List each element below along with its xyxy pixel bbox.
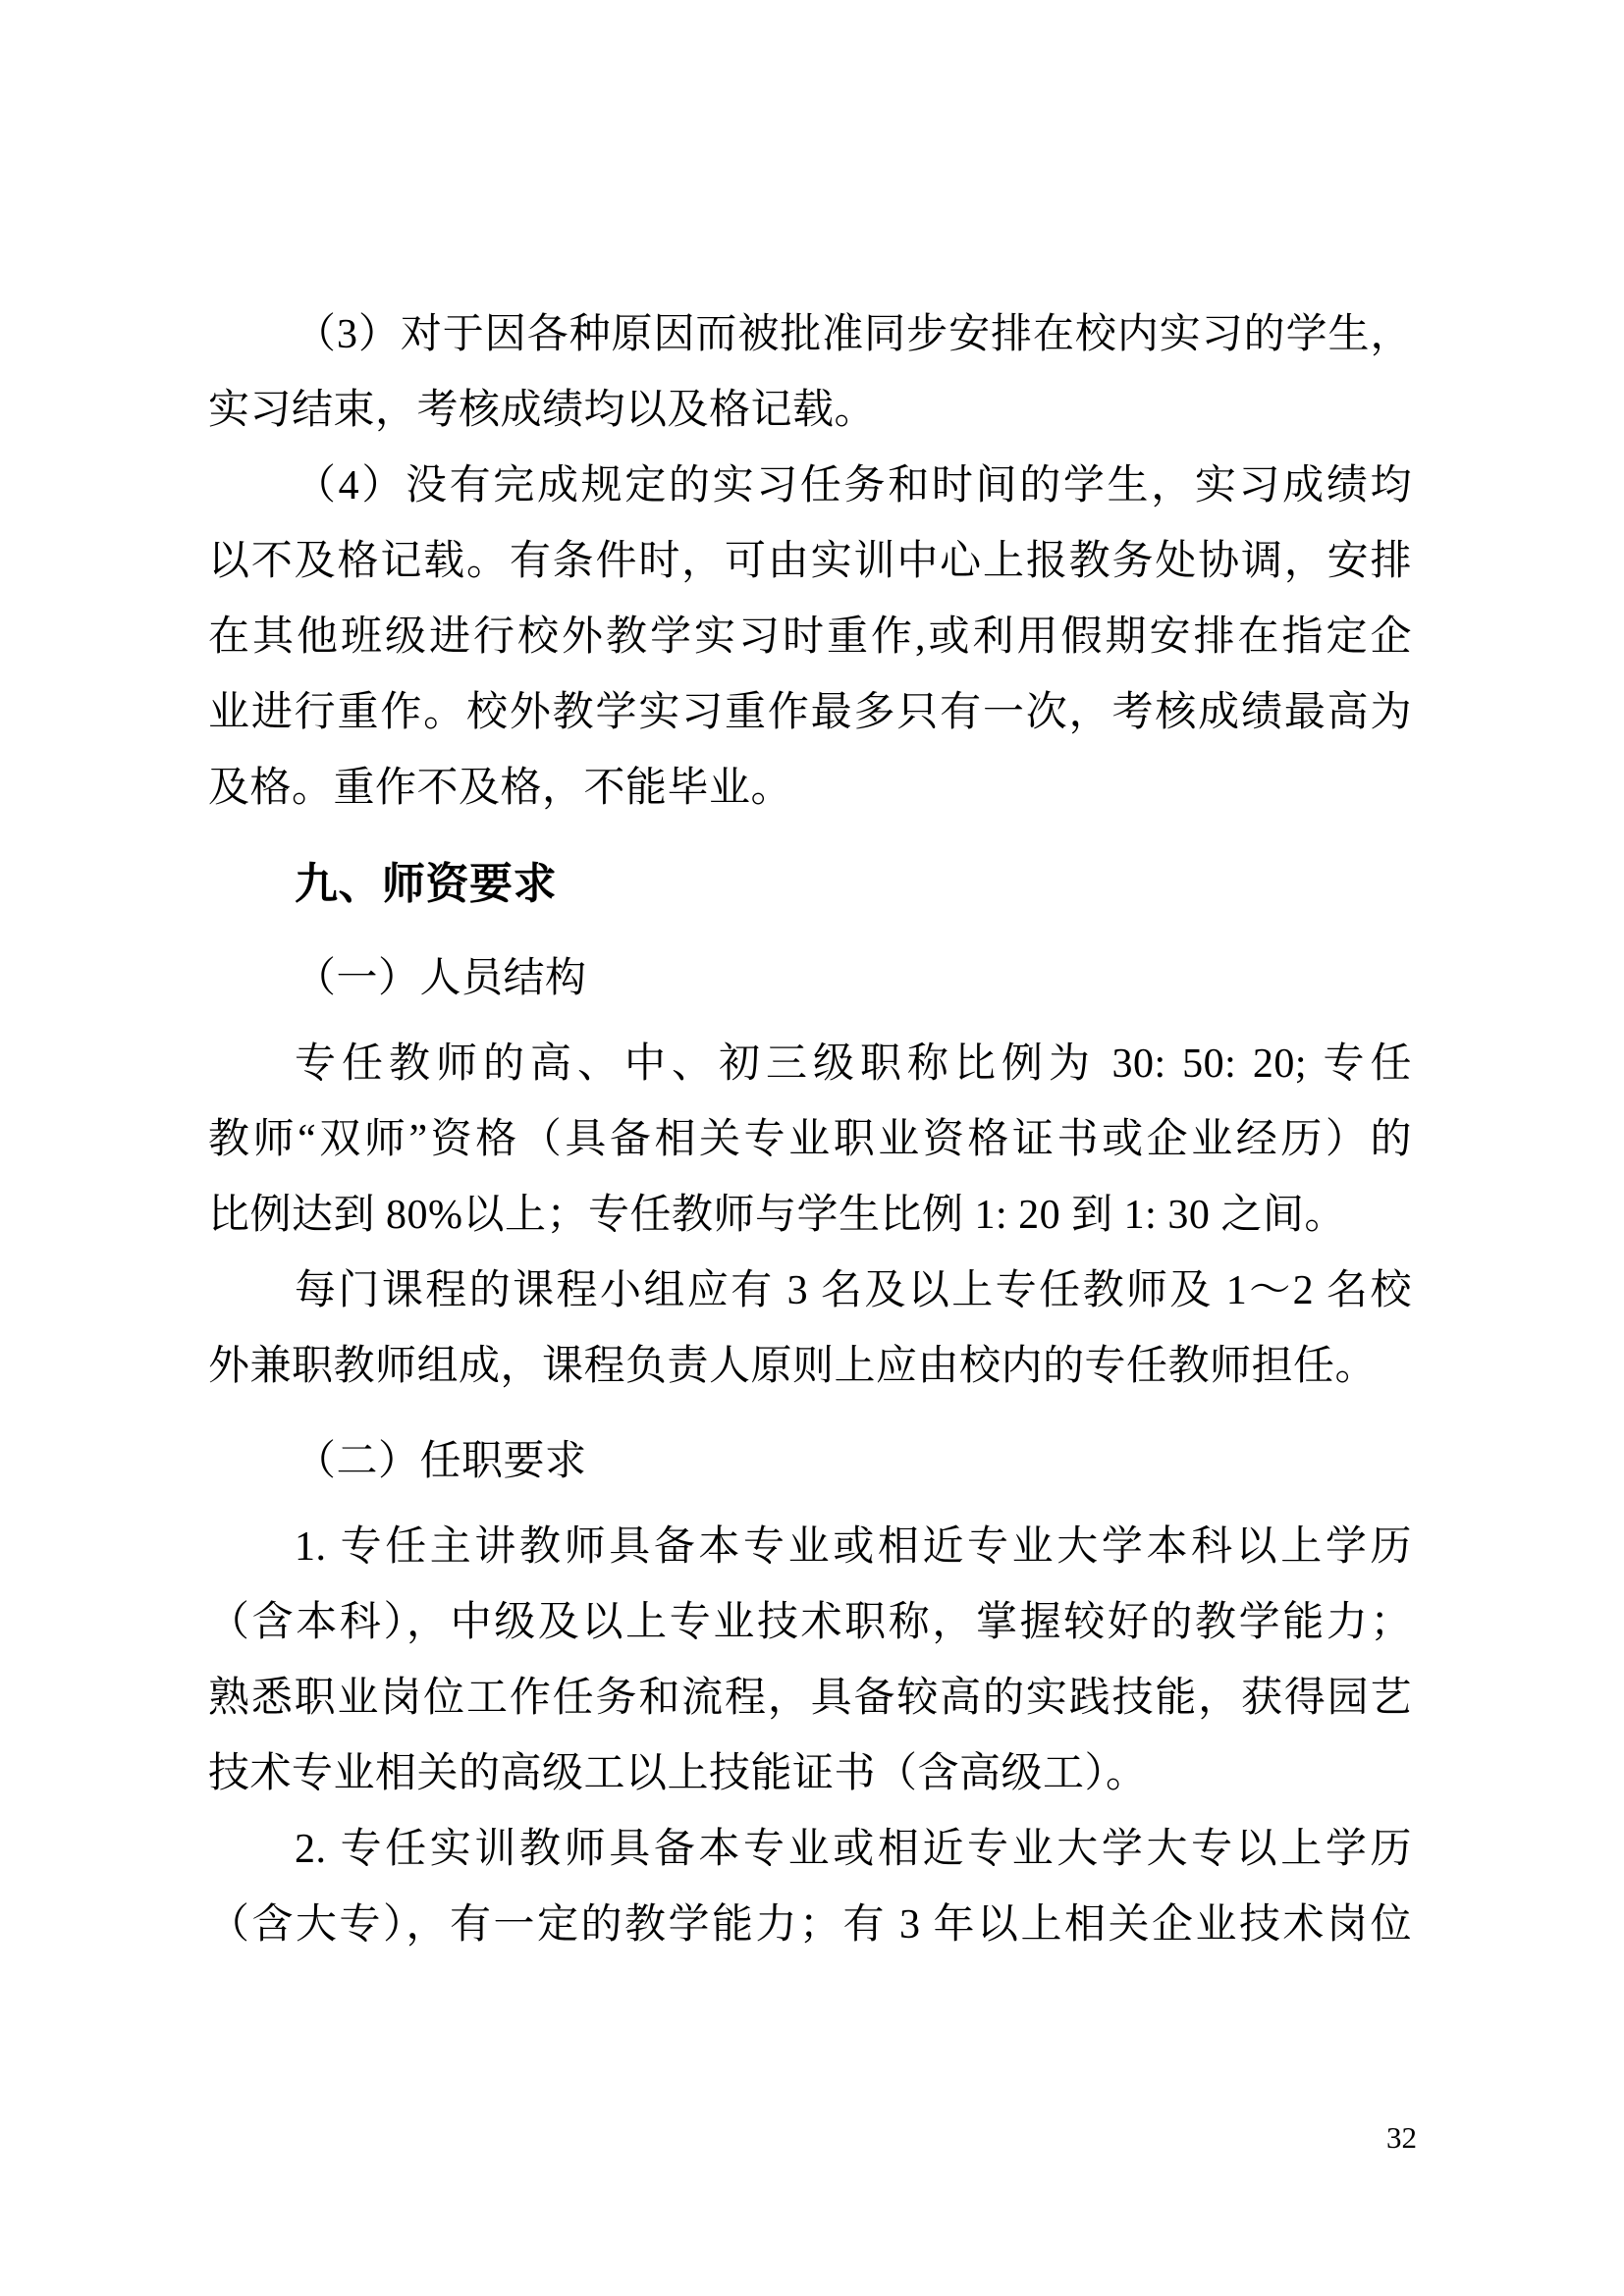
page-number: 32 xyxy=(1386,2120,1417,2155)
paragraph-line: 实习结束，考核成绩均以及格记载。 xyxy=(208,388,877,433)
paragraph-line: （含本科），中级及以上专业技术职称，掌握较好的教学能力； xyxy=(208,1600,1412,1645)
paragraph-line: 在其他班级进行校外教学实习时重作,或利用假期安排在指定企 xyxy=(208,614,1412,660)
paragraph-line: （4）没有完成规定的实习任务和时间的学生，实习成绩均 xyxy=(295,463,1412,508)
paragraph-line: 业进行重作。校外教学实习重作最多只有一次，考核成绩最高为 xyxy=(208,690,1412,735)
paragraph-line: 以不及格记载。有条件时，可由实训中心上报教务处协调，安排 xyxy=(208,539,1412,584)
paragraph-line: 及格。重作不及格，不能毕业。 xyxy=(208,766,793,811)
paragraph-line: （含大专），有一定的教学能力；有 3 年以上相关企业技术岗位 xyxy=(208,1902,1412,1948)
paragraph-line: 2. 专任实训教师具备本专业或相近专业大学大专以上学历 xyxy=(295,1827,1412,1872)
paragraph-line: 比例达到 80%以上；专任教师与学生比例 1: 20 到 1: 30 之间。 xyxy=(208,1193,1346,1238)
paragraph-line: 每门课程的课程小组应有 3 名及以上专任教师及 1～2 名校 xyxy=(295,1268,1412,1313)
subsection-heading: （二）任职要求 xyxy=(295,1439,587,1484)
paragraph-line: 外兼职教师组成，课程负责人原则上应由校内的专任教师担任。 xyxy=(208,1344,1378,1389)
paragraph-line: 熟悉职业岗位工作任务和流程，具备较高的实践技能，获得园艺 xyxy=(208,1676,1412,1721)
paragraph-line: （3）对于因各种原因而被批准同步安排在校内实习的学生， xyxy=(295,312,1412,357)
document-body xyxy=(208,297,1412,1963)
paragraph-line: 教师“双师”资格（具备相关专业职业资格证书或企业经历）的 xyxy=(208,1117,1412,1162)
paragraph-line: 专任教师的高、中、初三级职称比例为 30: 50: 20; 专任 xyxy=(295,1041,1412,1087)
paragraph-line: 技术专业相关的高级工以上技能证书（含高级工）。 xyxy=(208,1751,1148,1796)
paragraph-line: 1. 专任主讲教师具备本专业或相近专业大学本科以上学历 xyxy=(295,1524,1412,1570)
section-heading: 九、师资要求 xyxy=(295,860,557,908)
subsection-heading: （一）人员结构 xyxy=(295,956,587,1001)
